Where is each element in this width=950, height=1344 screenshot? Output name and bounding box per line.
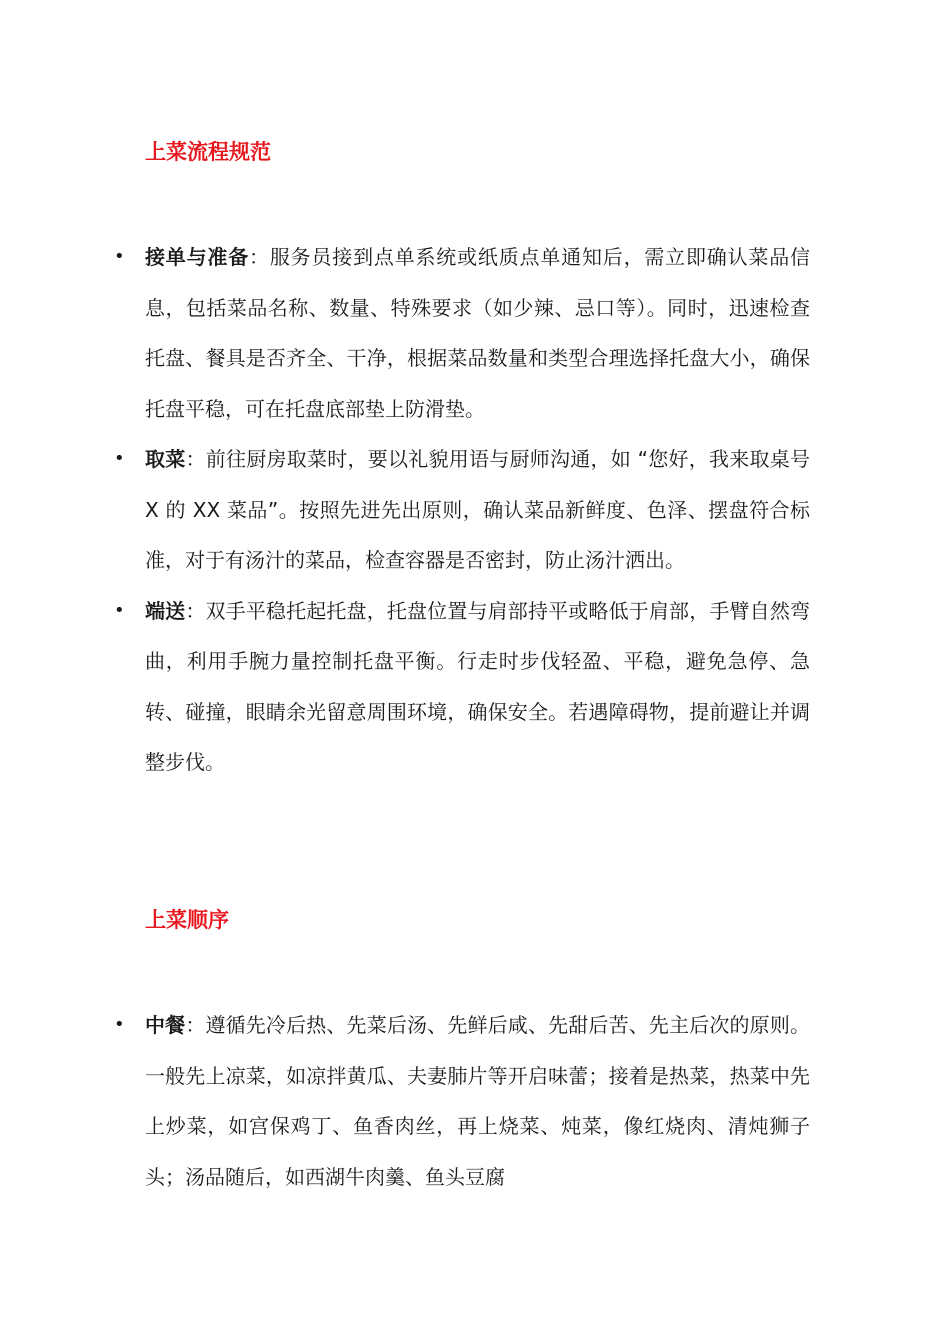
bullet-icon: •: [114, 599, 125, 621]
item-label: 中餐: [145, 1013, 186, 1037]
item-text: 遵循先冷后热、先菜后汤、先鲜后咸、先甜后苦、先主后次的原则。一般先上凉菜，如凉拌黄瓜、夫妻肺片等开启味蕾；接着是热菜，热菜中先上炒菜，如宫保鸡丁、鱼香肉丝，再上烧菜、炖菜，像红烧肉、清炖狮子头；汤品随后，如西湖牛肉羹、鱼头豆腐: [145, 1013, 810, 1189]
item-label: 端送: [145, 598, 186, 623]
item-separator: ：: [249, 245, 270, 269]
list-item-pickup: [114, 434, 811, 586]
item-label: 取菜: [145, 447, 186, 471]
item-separator: ：: [185, 598, 206, 623]
section-heading-serving-process: 上菜流程规范: [145, 140, 271, 164]
item-label: 接单与准备: [145, 245, 250, 269]
item-text: 双手平稳托起托盘，托盘位置与肩部持平或略低于肩部，手臂自然弯曲，利用手腕力量控制托盘平衡。行走时步伐轻盈、平稳，避免急停、急转、碰撞，眼睛余光留意周围环境，确保安全。若遇障碍物，提前避让并调整步伐。: [145, 598, 810, 774]
item-text: 服务员接到点单系统或纸质点单通知后，需立即确认菜品信息，包括菜品名称、数量、特殊要求（如少辣、忌口等）。同时，迅速检查托盘、餐具是否齐全、干净，根据菜品数量和类型合理选择托盘大小，确保托盘平稳，可在托盘底部垫上防滑垫。: [145, 245, 811, 421]
item-separator: ：: [185, 447, 206, 471]
list-item-delivery: [114, 586, 810, 788]
section-heading-serving-order: 上菜顺序: [145, 908, 229, 932]
bullet-icon: •: [114, 246, 125, 267]
item-text: 前往厨房取菜时，要以礼貌用语与厨师沟通，如 “您好，我来取桌号 X 的 XX 菜品”。按照先进先出原则，确认菜品新鲜度、色泽、摆盘符合标准，对于有汤汁的菜品，检查容器是否密封，防止汤汁洒出。: [145, 447, 811, 572]
list-item-chinese-cuisine: [114, 1000, 810, 1202]
bullet-icon: •: [114, 1014, 125, 1035]
serving-process-list: [114, 232, 811, 788]
list-item-order-prep: [114, 232, 811, 434]
serving-order-list: [114, 1000, 810, 1202]
item-separator: ：: [185, 1013, 206, 1037]
bullet-icon: •: [114, 448, 125, 469]
